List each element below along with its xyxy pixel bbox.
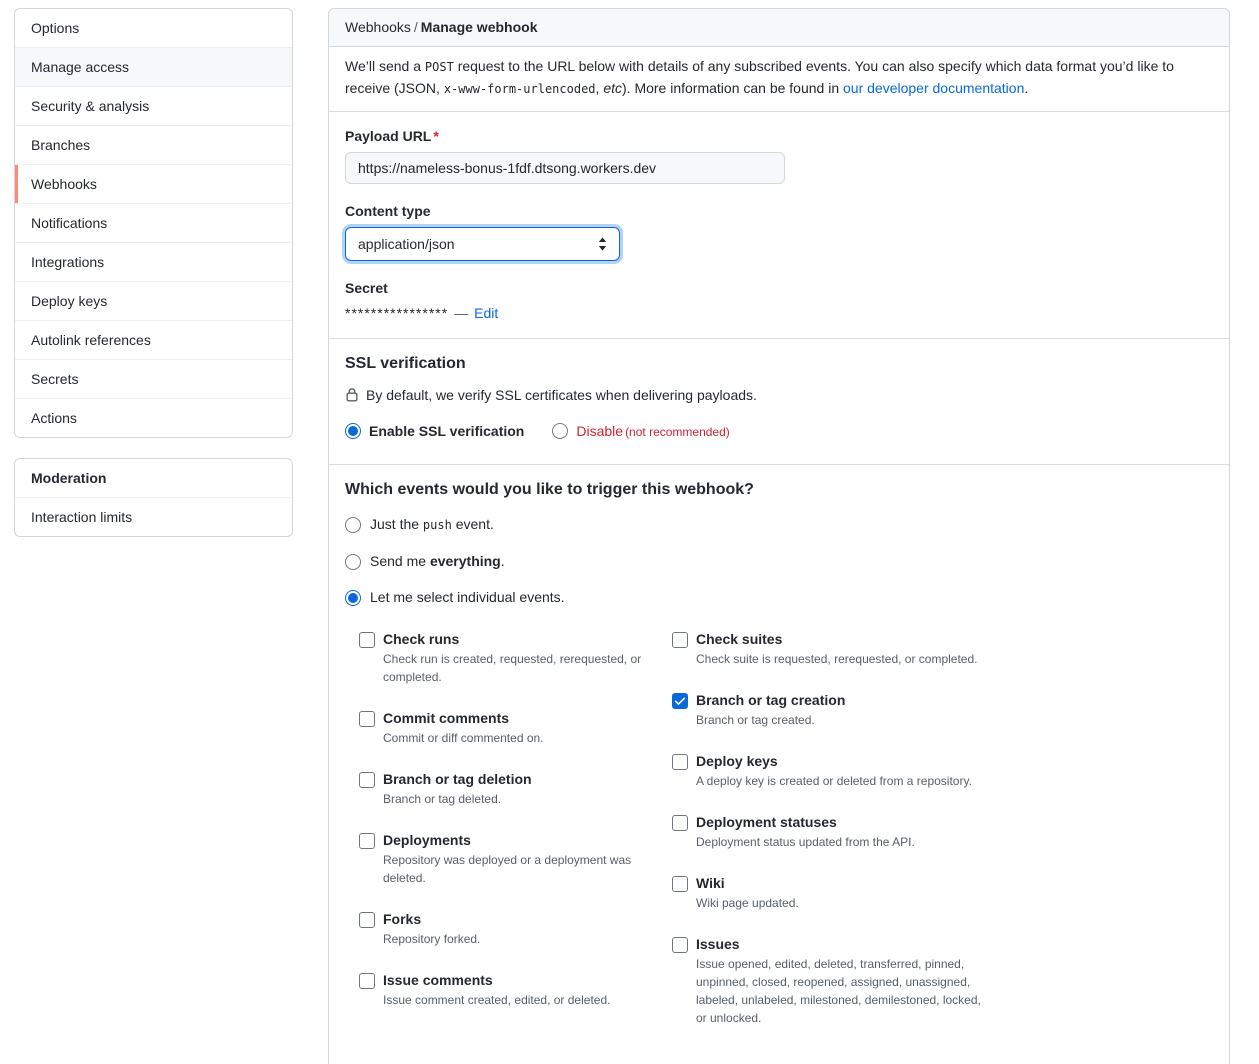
checkbox-issue-comments[interactable] bbox=[359, 973, 375, 989]
checkbox-deployments[interactable] bbox=[359, 833, 375, 849]
event-text-check-suites bbox=[696, 630, 977, 668]
intro-text: . bbox=[1024, 80, 1029, 96]
content-type-label: Content type bbox=[345, 203, 431, 219]
event-text-wiki bbox=[696, 874, 799, 912]
checkbox-deployment-statuses[interactable] bbox=[672, 815, 688, 831]
intro-text: request to the URL below with details of any subscribed events. You can also specify which data format you’d like to receive (JSON, bbox=[345, 58, 1174, 96]
webhook-form-section bbox=[329, 112, 1229, 339]
event-desc-deploy-keys: A deploy key is created or deleted from a repository. bbox=[696, 774, 972, 788]
sidebar-item-secrets[interactable]: Secrets bbox=[15, 359, 292, 398]
event-item-branch-or-tag-deletion bbox=[359, 770, 672, 808]
event-grid bbox=[359, 630, 1213, 1050]
developer-documentation-link[interactable]: our developer documentation bbox=[843, 80, 1025, 96]
sidebar-item-manage-access[interactable]: Manage access bbox=[15, 47, 292, 86]
event-item-forks bbox=[359, 910, 672, 948]
event-text-deployments bbox=[383, 831, 672, 887]
secret-row bbox=[345, 304, 1213, 322]
manage-webhook-box bbox=[328, 8, 1230, 1064]
secret-edit-link[interactable]: Edit bbox=[474, 305, 499, 321]
event-label-deployment-statuses[interactable]: Deployment statuses bbox=[696, 814, 837, 830]
event-item-deployments bbox=[359, 831, 672, 887]
event-desc-forks: Repository forked. bbox=[383, 932, 481, 946]
event-item-wiki bbox=[672, 874, 985, 912]
event-choice-everything bbox=[345, 553, 1213, 570]
secret-group bbox=[345, 280, 1213, 322]
checkbox-branch-or-tag-creation[interactable] bbox=[672, 693, 688, 709]
individual-events-label[interactable]: Let me select individual events. bbox=[370, 589, 565, 605]
sidebar-item-deploy-keys[interactable]: Deploy keys bbox=[15, 281, 292, 320]
sidebar-item-notifications[interactable]: Notifications bbox=[15, 203, 292, 242]
event-text-branch-or-tag-deletion bbox=[383, 770, 532, 808]
ssl-note-text: By default, we verify SSL certificates when delivering payloads. bbox=[366, 387, 757, 403]
event-column-right bbox=[672, 630, 985, 1050]
event-choice-just-push bbox=[345, 516, 1213, 534]
event-label-issues[interactable]: Issues bbox=[696, 936, 740, 952]
ssl-enable-option bbox=[345, 423, 524, 439]
event-text-deployment-statuses bbox=[696, 813, 915, 851]
event-item-deployment-statuses bbox=[672, 813, 985, 851]
just-push-label[interactable]: Just the push event. bbox=[370, 516, 494, 532]
checkbox-check-runs[interactable] bbox=[359, 632, 375, 648]
content-type-group bbox=[345, 203, 1213, 261]
payload-url-label: Payload URL * bbox=[345, 128, 439, 144]
payload-url-group bbox=[345, 128, 1213, 184]
ssl-enable-label[interactable]: Enable SSL verification bbox=[369, 423, 525, 439]
event-label-forks[interactable]: Forks bbox=[383, 911, 422, 927]
event-desc-commit-comments: Commit or diff commented on. bbox=[383, 731, 544, 745]
event-text-issues bbox=[696, 935, 985, 1027]
event-desc-branch-or-tag-deletion: Branch or tag deleted. bbox=[383, 792, 502, 806]
checkbox-wiki[interactable] bbox=[672, 876, 688, 892]
event-text-deploy-keys bbox=[696, 752, 972, 790]
event-desc-wiki: Wiki page updated. bbox=[696, 896, 799, 910]
event-item-issues bbox=[672, 935, 985, 1027]
settings-sidebar bbox=[14, 8, 293, 557]
webhook-intro-text bbox=[329, 47, 1229, 112]
intro-text: , bbox=[595, 80, 604, 96]
send-everything-radio[interactable] bbox=[345, 554, 361, 570]
event-label-commit-comments[interactable]: Commit comments bbox=[383, 710, 510, 726]
sidebar-item-interaction-limits[interactable]: Interaction limits bbox=[15, 497, 292, 536]
event-text-check-runs bbox=[383, 630, 672, 686]
event-text-branch-or-tag-creation bbox=[696, 691, 845, 729]
ssl-choices bbox=[345, 423, 1213, 448]
moderation-menu bbox=[14, 458, 293, 537]
event-choice-individual bbox=[345, 589, 1213, 606]
ssl-enable-radio[interactable] bbox=[345, 423, 361, 439]
event-label-deployments[interactable]: Deployments bbox=[383, 832, 471, 848]
event-desc-branch-or-tag-creation: Branch or tag created. bbox=[696, 713, 815, 727]
event-item-check-suites bbox=[672, 630, 985, 668]
intro-code-urlencoded: x-www-form-urlencoded bbox=[443, 82, 596, 96]
payload-url-input[interactable] bbox=[345, 152, 785, 184]
event-text-commit-comments bbox=[383, 709, 544, 747]
sidebar-item-options[interactable]: Options bbox=[31, 20, 80, 36]
event-desc-deployment-statuses: Deployment status updated from the API. bbox=[696, 835, 915, 849]
ssl-disable-radio[interactable] bbox=[552, 423, 568, 439]
event-column-left bbox=[359, 630, 672, 1050]
intro-code-post: POST bbox=[424, 60, 454, 74]
check-icon bbox=[674, 695, 686, 707]
required-asterisk: * bbox=[433, 128, 439, 144]
event-label-check-suites[interactable]: Check suites bbox=[696, 631, 783, 647]
sidebar-item-integrations[interactable]: Integrations bbox=[15, 242, 292, 281]
sidebar-item-autolink-references[interactable]: Autolink references bbox=[15, 320, 292, 359]
checkbox-deploy-keys[interactable] bbox=[672, 754, 688, 770]
event-label-issue-comments[interactable]: Issue comments bbox=[383, 972, 493, 988]
event-item-issue-comments bbox=[359, 971, 672, 1009]
sidebar-item-security-analysis[interactable]: Security & analysis bbox=[15, 86, 292, 125]
sidebar-item-webhooks[interactable]: Webhooks bbox=[15, 164, 292, 203]
event-text-forks bbox=[383, 910, 480, 948]
event-label-branch-or-tag-deletion[interactable]: Branch or tag deletion bbox=[383, 771, 532, 787]
event-desc-issue-comments: Issue comment created, edited, or deleted. bbox=[383, 993, 611, 1007]
breadcrumb-separator: / bbox=[413, 19, 418, 35]
ssl-verification-heading: SSL verification bbox=[345, 355, 466, 372]
settings-menu bbox=[14, 8, 293, 438]
checkbox-issues[interactable] bbox=[672, 937, 688, 953]
content-type-select[interactable] bbox=[345, 227, 620, 261]
ssl-disable-option bbox=[552, 423, 729, 439]
ssl-disable-label[interactable]: Disable (not recommended) bbox=[576, 423, 730, 439]
ssl-note-row bbox=[345, 385, 1213, 405]
intro-etc: etc bbox=[603, 80, 622, 96]
event-desc-deployments: Repository was deployed or a deployment was deleted. bbox=[383, 853, 632, 885]
just-push-radio[interactable] bbox=[345, 517, 361, 533]
checkbox-commit-comments[interactable] bbox=[359, 711, 375, 727]
push-code: push bbox=[422, 518, 452, 532]
content-type-selected-value: application/json bbox=[358, 236, 455, 252]
intro-text: ). More information can be found in bbox=[622, 80, 844, 96]
webhook-settings-panel bbox=[328, 8, 1230, 1064]
event-item-commit-comments bbox=[359, 709, 672, 747]
sidebar-item-actions[interactable]: Actions bbox=[15, 398, 292, 437]
send-everything-label[interactable]: Send me everything. bbox=[370, 553, 505, 569]
event-label-deploy-keys[interactable]: Deploy keys bbox=[696, 753, 778, 769]
page-title: Manage webhook bbox=[420, 19, 538, 35]
moderation-section-header: Moderation bbox=[31, 470, 107, 486]
event-label-wiki[interactable]: Wiki bbox=[696, 875, 725, 891]
breadcrumb-webhooks-link[interactable]: Webhooks bbox=[345, 19, 411, 35]
event-label-branch-or-tag-creation[interactable]: Branch or tag creation bbox=[696, 692, 846, 708]
intro-text: We’ll send a bbox=[345, 58, 425, 74]
checkbox-forks[interactable] bbox=[359, 912, 375, 928]
sidebar-item-branches[interactable]: Branches bbox=[15, 125, 292, 164]
secret-dash: — bbox=[454, 305, 469, 321]
event-item-check-runs bbox=[359, 630, 672, 686]
individual-events-radio[interactable] bbox=[345, 590, 361, 606]
events-section bbox=[329, 465, 1229, 1064]
event-item-branch-or-tag-creation bbox=[672, 691, 985, 729]
event-desc-check-suites: Check suite is requested, rerequested, or completed. bbox=[696, 652, 978, 666]
ssl-verification-section bbox=[329, 339, 1229, 465]
secret-masked-value: **************** bbox=[345, 305, 449, 321]
event-desc-issues: Issue opened, edited, deleted, transferred, pinned, unpinned, closed, reopened, assigned, unassigned, labeled, unlabeled, milestoned, demilestoned, locked, or unlocked. bbox=[696, 957, 981, 1025]
ssl-disable-note: (not recommended) bbox=[625, 425, 730, 439]
lock-icon bbox=[345, 387, 359, 403]
event-text-issue-comments bbox=[383, 971, 610, 1009]
event-desc-check-runs: Check run is created, requested, rerequested, or completed. bbox=[383, 652, 642, 684]
select-arrows-icon bbox=[598, 237, 607, 251]
event-label-check-runs[interactable]: Check runs bbox=[383, 631, 460, 647]
event-item-deploy-keys bbox=[672, 752, 985, 790]
checkbox-branch-or-tag-deletion[interactable] bbox=[359, 772, 375, 788]
breadcrumb bbox=[329, 9, 1229, 47]
events-heading: Which events would you like to trigger this webhook? bbox=[345, 481, 754, 498]
secret-label: Secret bbox=[345, 280, 388, 296]
checkbox-check-suites[interactable] bbox=[672, 632, 688, 648]
